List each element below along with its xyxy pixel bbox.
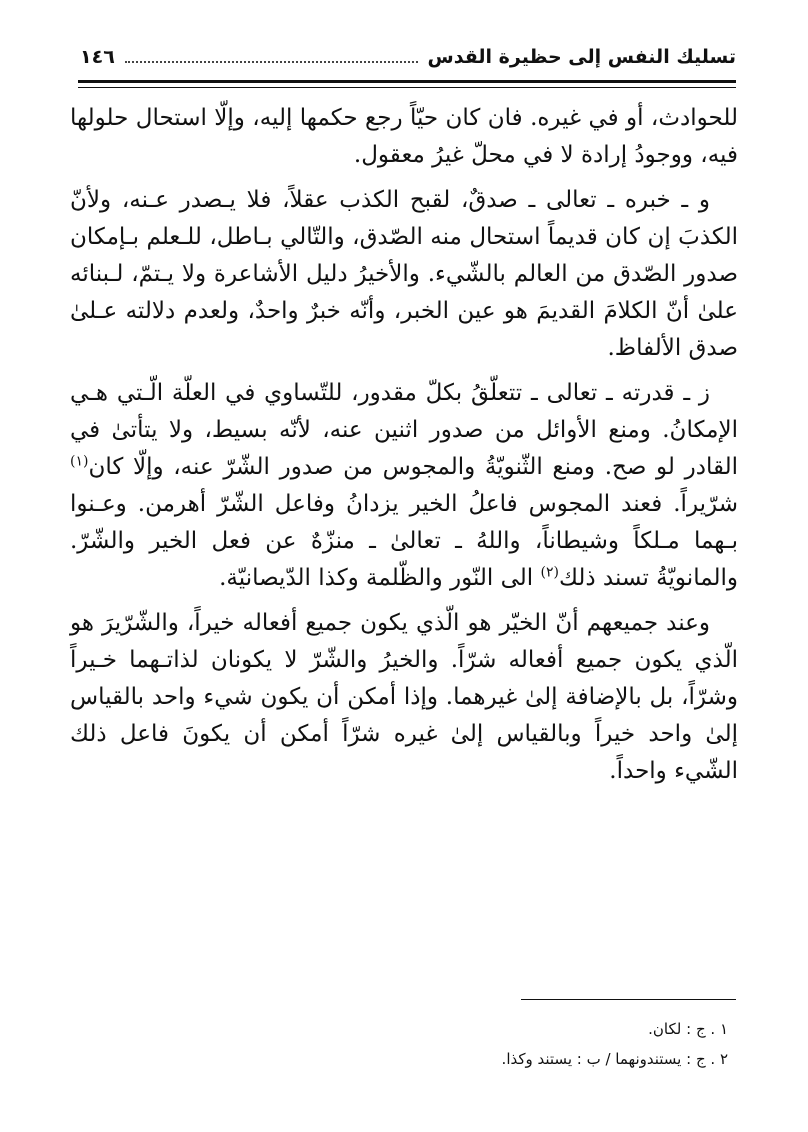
header-rule-thin xyxy=(78,87,736,88)
header-rule-thick xyxy=(78,80,736,83)
running-title: تسليك النفس إلى حظيرة القدس xyxy=(427,46,736,68)
paragraph-3-part-1: ز ـ قدرته ـ تعالى ـ تتعلّقُ بكلّ مقدور، للتّساوي في العلّة الّـتي هـي الإمكانُ. ومنع الأوائل من صدور اثنين عنه، لأنّه بسيط، ولا يتأتىٰ في القادر لو صح. ومنع الثّنويّةُ والمجوس من صدور الشّرّ عنه، وإلّا كان xyxy=(70,380,738,480)
paragraph-1: للحوادث، أو في غيره. فان كان حيّاً رجع حكمها إليه، وإلّا استحال حلولها فيه، ووجودُ إرادة لا في محلّ غيرُ معقول. xyxy=(70,105,738,168)
leader-dots xyxy=(125,61,418,63)
paragraph-3-part-3: الى النّور والظّلمة وكذا الدّيصانيّة. xyxy=(219,565,541,591)
main-text xyxy=(70,100,738,798)
paragraph-3 xyxy=(70,375,738,597)
page-number: ١٤٦ xyxy=(80,46,115,68)
paragraph-3-part-2: شرّيراً. فعند المجوس فاعلُ الخير يزدانُ وفاعل الشّرّ أهرمن. وعـنوا بـهما مـلكاً وشيطاناً، واللهُ ـ تعالىٰ ـ منزّهٌ عن فعل الخير والشّرّ. والمانويّةُ تسند ذلك xyxy=(70,491,738,591)
footnote-1: ١ . ج : لكان. xyxy=(648,1020,728,1038)
page-header xyxy=(80,40,736,74)
footnotes xyxy=(200,1014,728,1074)
paragraph-4: وعند جميعهم أنّ الخيّر هو الّذي يكون جميع أفعاله خيراً، والشّرّيرَ هو الّذي يكون جميع أفعاله شرّاً. والخيرُ والشّرّ لا يكونان لذاتـهما خـيراً وشرّاً، بل بالإضافة إلىٰ غيرهما. وإذا أمكن أن يكون شيء واحد بالقياس إلىٰ واحد خيراً وبالقياس إلىٰ غيره شرّاً أمكن أن يكونَ فاعل ذلك الشّيء واحداً. xyxy=(70,610,738,784)
footnote-separator xyxy=(521,999,736,1000)
footnote-2: ٢ . ج : يستندونهما / ب : يستند وكذا. xyxy=(501,1050,728,1068)
footnote-ref-2[interactable]: (٢) xyxy=(540,564,559,581)
footnote-ref-1[interactable]: (١) xyxy=(70,453,89,470)
paragraph-2: و ـ خبره ـ تعالى ـ صدقٌ، لقبح الكذب عقلاً، فلا يـصدر عـنه، ولأنّ الكذبَ إن كان قديماً استحال منه الصّدق، والتّالي بـاطل، للـعلم بـإمكان صدور الصّدق من العالم بالشّيء. والأخيرُ دليل الأشاعرة ولا يـتمّ، لـبنائه علىٰ أنّ الكلامَ القديمَ هو عين الخبر، وأنّه خبرٌ واحدٌ، ولعدم دلالته عـلىٰ صدق الألفاظ. xyxy=(70,187,738,361)
